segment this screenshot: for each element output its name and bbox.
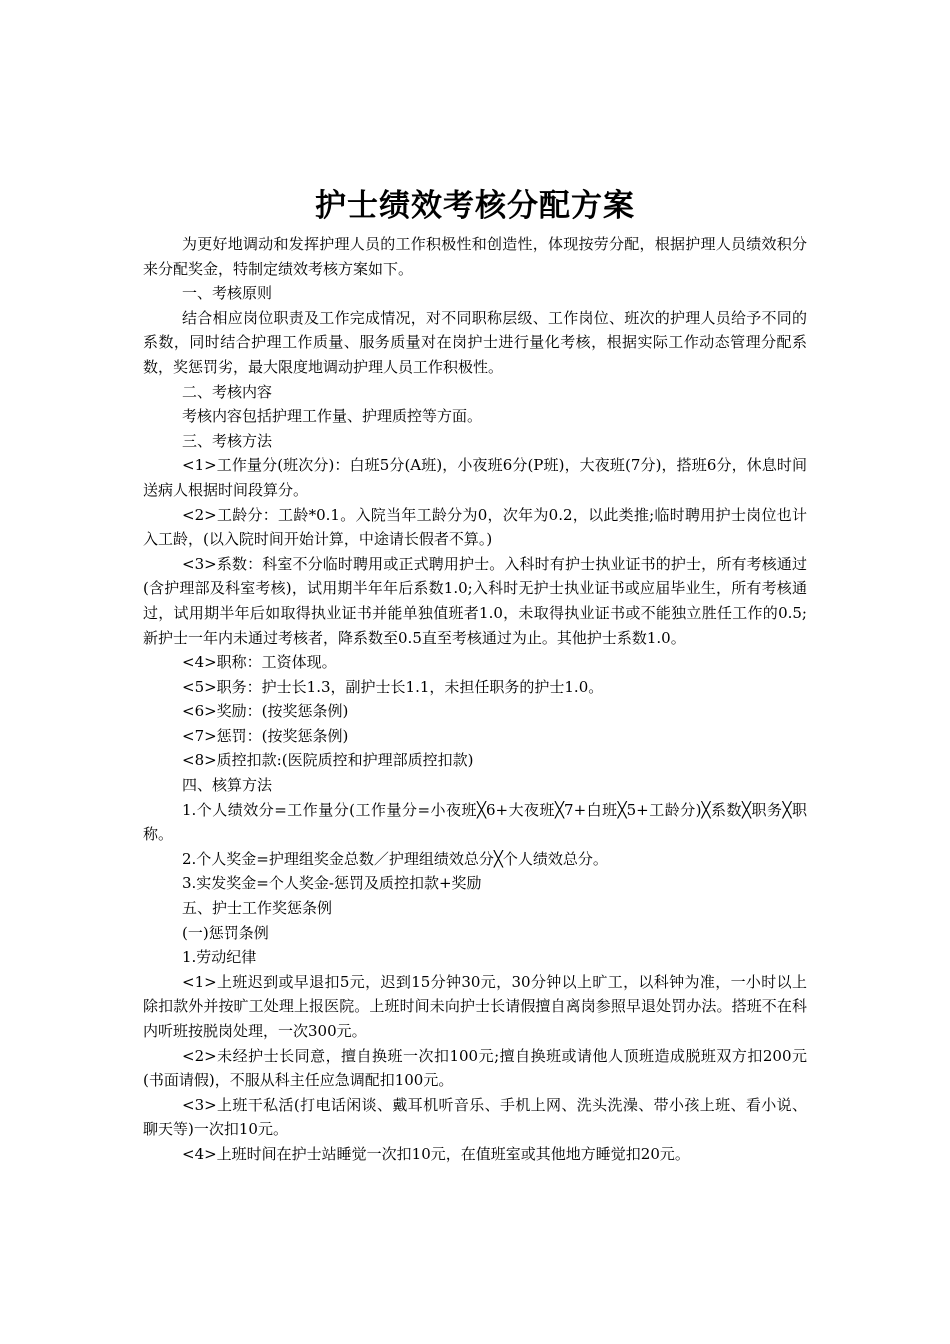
paragraph-content: 考核内容包括护理工作量、护理质控等方面。 bbox=[182, 407, 483, 426]
section-heading-calculation: 四、核算方法 bbox=[182, 776, 273, 795]
method-item-reward: <6>奖励：(按奖惩条例) bbox=[182, 702, 349, 721]
paragraph-intro: 为更好地调动和发挥护理人员的工作积极性和创造性，体现按劳分配，根据护理人员绩效积分来分配奖金，特制定绩效考核方案如下。 bbox=[143, 235, 807, 278]
method-item-position: <5>职务：护士长1.3，副护士长1.1，未担任职务的护士1.0。 bbox=[182, 677, 604, 696]
method-item-title: <4>职称：工资体现。 bbox=[182, 653, 337, 672]
subsection-heading-penalty: (一)惩罚条例 bbox=[182, 923, 269, 942]
calculation-item-1: 1.个人绩效分=工作量分(工作量分=小夜班╳6+大夜班╳7+白班╳5+工龄分)╳系数╳职务╳职称。 bbox=[143, 800, 807, 844]
section-heading-content: 二、考核内容 bbox=[182, 382, 273, 401]
section-heading-rules: 五、护士工作奖惩条例 bbox=[182, 899, 333, 918]
method-item-workload: <1>工作量分(班次分)：白班5分(A班)，小夜班6分(P班)，大夜班(7分)，搭班6分，休息时间送病人根据时间段算分。 bbox=[143, 456, 807, 499]
method-item-coefficient: <3>系数：科室不分临时聘用或正式聘用护士。入科时有护士执业证书的护士，所有考核通过(含护理部及科室考核)，试用期半年年后系数1.0;入科时无护士执业证书或应届毕业生，所有考核通过，试用期半年后如取得执业证书并能单独值班者1.0，未取得执业证书或不能独立胜任工作的0.5;新护士一年内未通过考核者，降系数至0.5直至考核通过为止。其他护士系数1.0。 bbox=[143, 554, 807, 647]
discipline-item-4: <4>上班时间在护士站睡觉一次扣10元，在值班室或其他地方睡觉扣20元。 bbox=[182, 1144, 690, 1163]
document-title: 护士绩效考核分配方案 bbox=[315, 188, 635, 224]
discipline-item-3: <3>上班干私活(打电话闲谈、戴耳机听音乐、手机上网、洗头洗澡、带小孩上班、看小说、聊天等)一次扣10元。 bbox=[143, 1095, 807, 1139]
subsection-heading-discipline: 1.劳动纪律 bbox=[182, 948, 257, 967]
calculation-item-2: 2.个人奖金=护理组奖金总数／护理组绩效总分╳个人绩效总分。 bbox=[182, 849, 608, 868]
calculation-item-3: 3.实发奖金=个人奖金-惩罚及质控扣款+奖励 bbox=[182, 874, 482, 893]
discipline-item-1: <1>上班迟到或早退扣5元，迟到15分钟30元，30分钟以上旷工，以科钟为准，一小时以上除扣款外并按旷工处理上报医院。上班时间未向护士长请假擅自离岗参照早退处罚办法。搭班不在科内听班按脱岗处理，一次300元。 bbox=[143, 972, 807, 1040]
paragraph-principles: 结合相应岗位职责及工作完成情况，对不同职称层级、工作岗位、班次的护理人员给予不同的系数，同时结合护理工作质量、服务质量对在岗护士进行量化考核，根据实际工作动态管理分配系数，奖惩罚劣，最大限度地调动护理人员工作积极性。 bbox=[143, 308, 807, 376]
section-heading-method: 三、考核方法 bbox=[182, 431, 273, 450]
document-body bbox=[143, 232, 807, 1167]
method-item-qc-deduction: <8>质控扣款:(医院质控和护理部质控扣款) bbox=[182, 751, 474, 770]
discipline-item-2: <2>未经护士长同意，擅自换班一次扣100元;擅自换班或请他人顶班造成脱班双方扣200元(书面请假)，不服从科主任应急调配扣100元。 bbox=[143, 1046, 807, 1090]
method-item-seniority: <2>工龄分：工龄*0.1。入院当年工龄分为0，次年为0.2，以此类推;临时聘用护士岗位也计入工龄，(以入院时间开始计算，中途请长假者不算。) bbox=[143, 505, 807, 549]
method-item-penalty: <7>惩罚：(按奖惩条例) bbox=[182, 726, 349, 745]
section-heading-principles: 一、考核原则 bbox=[182, 284, 273, 303]
